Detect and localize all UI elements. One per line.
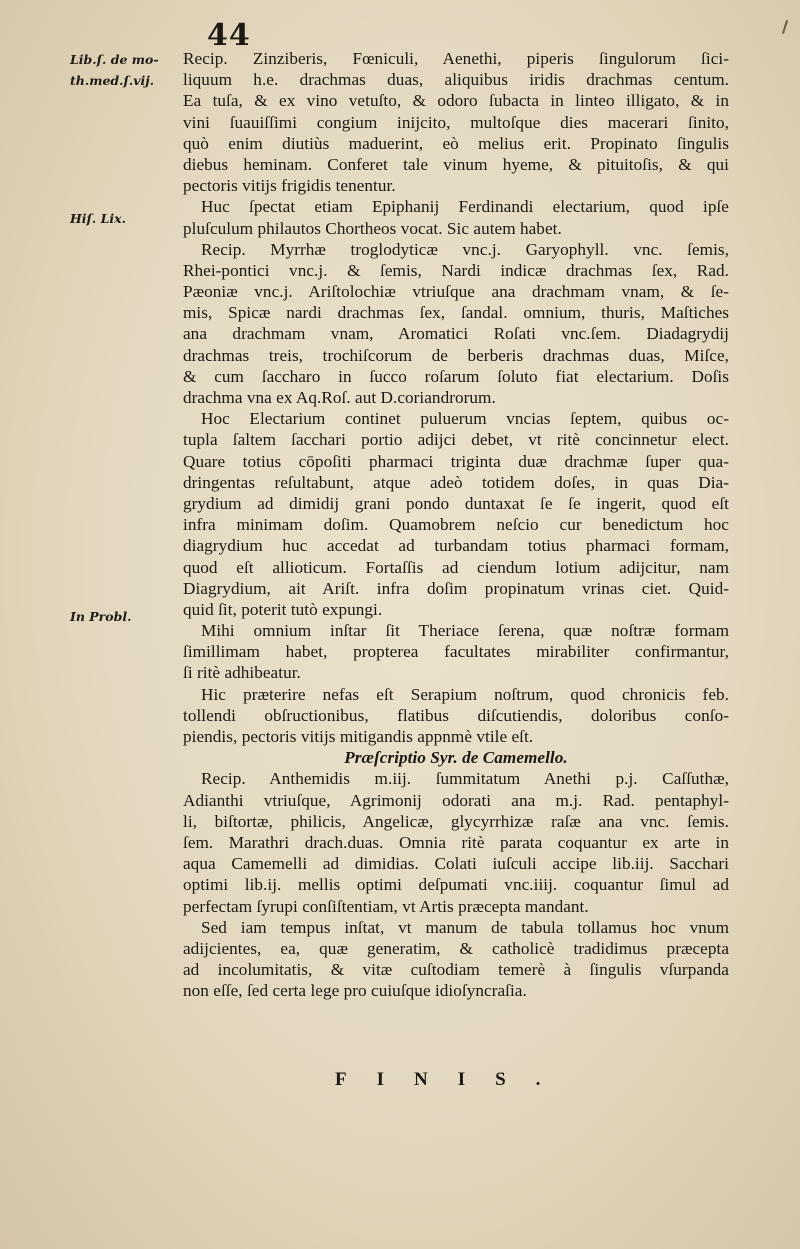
margin-note-historia: Hiſ. Lix. — [70, 211, 126, 226]
text-line: li, biſtortæ, philicis, Angelicæ, glycyrrhizæ raſæ ana vnc. ſemis. — [183, 811, 729, 831]
text-line: infra minimam doſim. Quamobrem neſcio cur benedictum hoc — [183, 515, 729, 535]
text-line: piendis, pectoris vitijs mitigandis appnmè vtile eſt. — [183, 727, 534, 746]
text-line: tollendi obſructionibus, flatibus diſcutiendis, doloribus conſo- — [183, 705, 729, 725]
text-line: adijcientes, ea, quæ generatim, & catholicè tradidimus præcepta — [183, 938, 729, 958]
text-line: pluſculum philautos Chortheos vocat. Sic autem habet. — [183, 218, 562, 238]
text-line: Pæoniæ vnc.j. Ariſtolochiæ vtriuſque ana drachmam vnam, & ſe- — [183, 282, 729, 302]
text-line: non eſſe, ſed certa lege pro cuiuſque idioſyncraſia. — [183, 981, 527, 1001]
text-line: quid ſit, poterit tutò expungi. — [183, 599, 383, 619]
text-line: Quare totius cōpoſiti pharmaci triginta duæ drachmæ ſuper qua- — [183, 451, 729, 471]
text-line: grydium ad dimidij grani pondo duntaxat ſe ſe ingerit, quod eſt — [183, 493, 729, 513]
text-line: liquum h.e. drachmas duas, aliquibus iridis drachmas centum. — [183, 70, 729, 90]
text-line: perfectam ſyrupi conſiſtentiam, vt Artis præcepta mandant. — [183, 896, 589, 916]
text-line: & cum ſaccharo in ſucco roſarum ſoluto fiat electarium. Doſis — [183, 366, 729, 386]
text-line: aqua Camemelli ad dimidias. Colati iuſculi accipe lib.iij. Sacchari — [183, 854, 729, 874]
text-line: diagrydium huc accedat ad turbandam totius pharmaci formam, — [183, 536, 729, 556]
text-line: quod eſt allioticum. Fortaſſis ad ciendum lotium adijcitur, nam — [183, 557, 729, 577]
text-line: Rhei-pontici vnc.j. & ſemis, Nardi indicæ drachmas ſex, Rad. — [183, 260, 729, 280]
text-line: mis, Spicæ nardi drachmas ſex, ſandal. omnium, thuris, Maſtiches — [183, 303, 729, 323]
text-line: Recip. Zinziberis, Fœniculi, Aenethi, piperis ſingulorum ſici- — [183, 49, 729, 68]
page-number: 44 — [207, 18, 251, 53]
text-line: drachma vna ex Aq.Roſ. aut D.coriandrorum. — [183, 388, 496, 407]
text-line: Hoc Electarium continet puluerum vncias ſeptem, quibus oc- — [201, 409, 729, 429]
text-line: Sed iam tempus inſtat, vt manum de tabula tollamus hoc vnum — [201, 917, 729, 937]
section-heading: Præſcriptio Syr. de Camemello. — [344, 748, 568, 768]
margin-note-reference-cont: th.med.ſ.vij. — [70, 73, 155, 88]
text-line: Recip. Anthemidis m.iij. ſummitatum Anethi p.j. Caſſuthæ, — [201, 769, 729, 789]
text-line: drachmas treis, trochiſcorum de berberis drachmas duas, Miſce, — [183, 345, 729, 365]
text-line: quò enim diutiùs maduerint, eò melius erit. Propinato ſingulis — [183, 133, 729, 153]
page-edge-mark — [782, 20, 788, 34]
text-line: Diagrydium, ait Ariſt. infra doſim propinatum vrinas ciet. Quid- — [183, 578, 729, 598]
text-line: Mihi omnium inſtar ſit Theriace ſerena, quæ noſtræ formam — [201, 621, 729, 641]
margin-note-reference: Lib.ſ. de mo- — [70, 52, 159, 67]
text-line: diebus heminam. Conferet tale vinum hyeme, & pituitoſis, & qui — [183, 154, 729, 174]
text-line: ſem. Marathri drach.duas. Omnia ritè parata coquantur ex arte in — [183, 832, 729, 852]
text-line: tupla ſaltem ſacchari portio adijci debet, vt ritè concinnetur elect. — [183, 430, 729, 450]
text-line: Adianthi vtriuſque, Agrimonij odorati ana m.j. Rad. pentaphyl- — [183, 790, 729, 810]
text-line: ſi ritè adhibeatur. — [183, 663, 301, 683]
text-line: Recip. Myrrhæ troglodyticæ vnc.j. Garyophyll. vnc. ſemis, — [201, 239, 729, 259]
text-line: Ea tuſa, & ex vino vetuſto, & odoro ſubacta in linteo illigato, & in — [183, 91, 729, 111]
text-line: ana drachmam vnam, Aromatici Roſati vnc.ſem. Diadagrydij — [183, 324, 729, 344]
text-line: optimi lib.ij. mellis optimi deſpumati vnc.iiij. coquantur ſimul ad — [183, 875, 729, 895]
text-line: Hic præterire nefas eſt Serapium noſtrum, quod chronicis feb. — [201, 684, 729, 704]
text-line: Huc ſpectat etiam Epiphanij Ferdinandi electarium, quod ipſe — [201, 197, 729, 217]
text-line: ſimillimam habet, propterea facultates mirabiliter confirmantur, — [183, 642, 729, 662]
text-line: dringentas reſultabunt, atque adeò totidem doſes, in quas Dia- — [183, 472, 729, 492]
text-line: pectoris vitijs frigidis tenentur. — [183, 176, 396, 196]
finis-label: FINIS. — [335, 1069, 571, 1090]
text-line: vini ſuauiſſimi congium inijcito, multoſque dies macerari ſinito, — [183, 112, 729, 132]
main-text-block — [183, 48, 729, 1001]
margin-note-problemata: In Probl. — [70, 609, 132, 624]
text-line: ad incolumitatis, & vitæ cuſtodiam temerè à ſingulis vſurpanda — [183, 960, 729, 980]
